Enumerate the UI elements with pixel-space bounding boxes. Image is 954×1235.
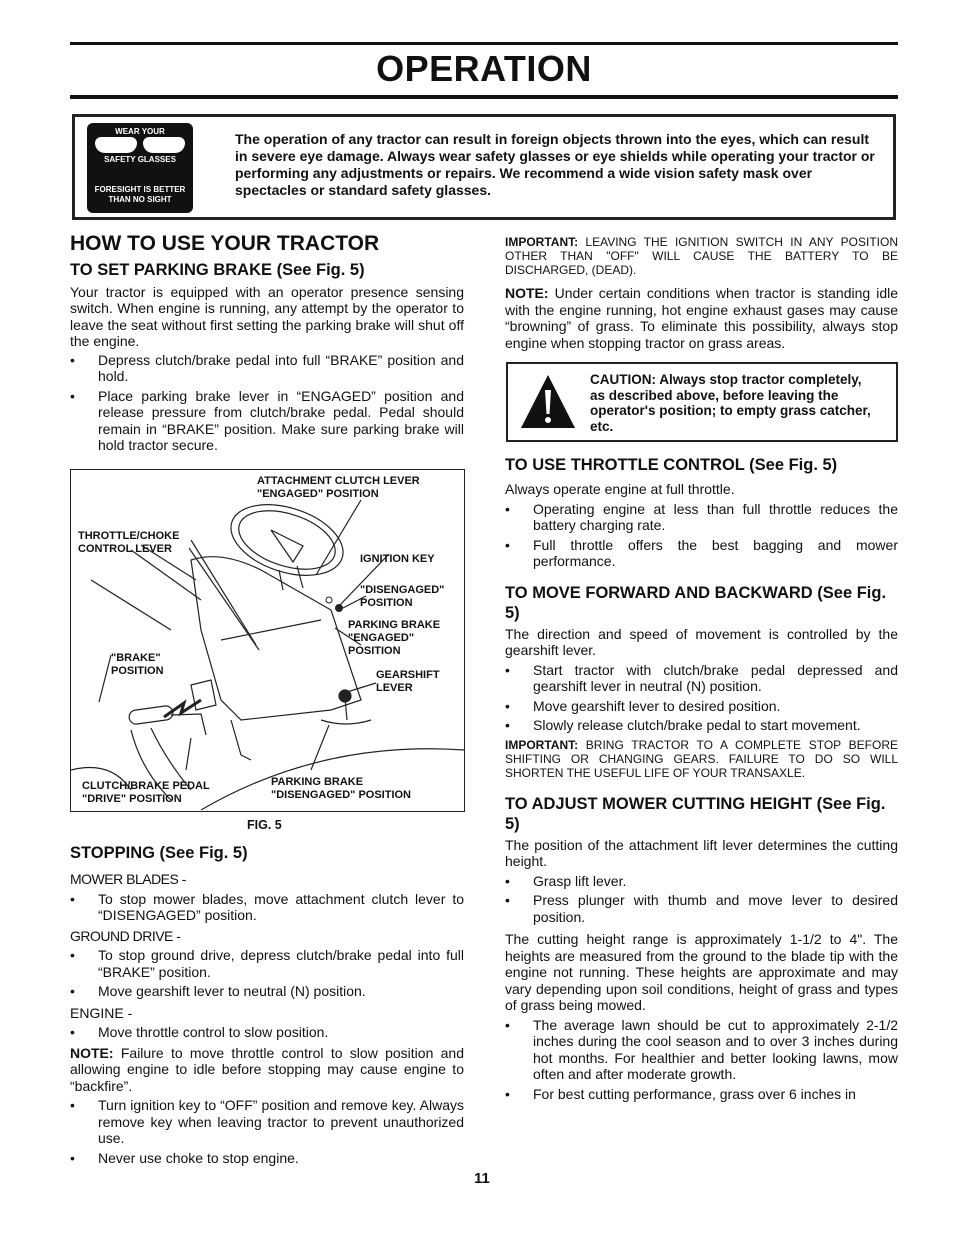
stopping-section <box>70 843 464 1166</box>
throttle-bullet: • Operating engine at less than full throttle reduces the battery charging rate. <box>505 501 898 534</box>
move-bullet: • Move gearshift lever to desired position. <box>505 698 898 715</box>
stopping-bullet: • Turn ignition key to “OFF” position and remove key. Always remove key when leaving tractor to prevent unauthorized use. <box>70 1097 464 1147</box>
badge-line4: THAN NO SIGHT <box>108 195 172 204</box>
title-rule <box>70 95 898 99</box>
label-gearshift-lever: GEARSHIFT LEVER <box>376 669 440 694</box>
note-text: Under certain conditions when tractor is standing idle with the engine running, hot engine exhaust gases may cause “browning” of grass. To eliminate this possibility, always stop engine when stopping tractor on grass areas. <box>505 285 899 351</box>
mower-blades-label: MOWER BLADES - <box>70 871 186 887</box>
throttle-heading: TO USE THROTTLE CONTROL (See Fig. 5) <box>505 456 838 474</box>
mower-heading: TO ADJUST MOWER CUTTING HEIGHT (See Fig. 5) <box>505 794 886 833</box>
mower-bullet: • The average lawn should be cut to approximately 2-1/2 inches during the cool season and to over 3 inches during hot months. For healthier and better looking lawns, mow often and after moderate growth. <box>505 1017 898 1083</box>
note-text: Failure to move throttle control to slow position and allowing engine to idle before stopping may cause engine to “backfire”. <box>70 1044 465 1094</box>
note-label: NOTE: <box>70 1044 114 1061</box>
engine-label: ENGINE - <box>70 1004 133 1021</box>
badge-line2: SAFETY GLASSES <box>104 155 176 164</box>
label-brake-position: "BRAKE" POSITION <box>111 652 164 677</box>
stopping-bullet: • Never use choke to stop engine. <box>70 1150 464 1167</box>
page-number: 11 <box>474 1170 490 1187</box>
left-lens-shape <box>95 137 137 153</box>
parking-heading: TO SET PARKING BRAKE (See Fig. 5) <box>70 260 365 279</box>
parking-intro: Your tractor is equipped with an operator presence sensing switch. When engine is running, any attempt by the operator to leave the seat without first setting the parking brake will shut off the engine. <box>70 283 464 349</box>
right-lens-shape <box>143 137 185 153</box>
right-column-top <box>505 235 898 351</box>
stopping-bullet: • Move throttle control to slow position. <box>70 1024 464 1041</box>
move-bullet: • Slowly release clutch/brake pedal to start movement. <box>505 717 898 734</box>
throttle-bullet: • Full throttle offers the best bagging and mower performance. <box>505 537 898 570</box>
warning-triangle-icon <box>518 372 578 432</box>
stopping-bullet: • Move gearshift lever to neutral (N) position. <box>70 983 464 1000</box>
mower-paragraph: The cutting height range is approximately 1-1/2 to 4". The heights are measured from the ground to the blade tip with the engine not running. These heights are approximate and may vary depending upon soil conditions, height of grass and types of grass being mowed. <box>505 931 898 1013</box>
section-heading: HOW TO USE YOUR TRACTOR <box>70 232 380 255</box>
throttle-intro: Always operate engine at full throttle. <box>505 481 735 497</box>
stopping-bullet: • To stop ground drive, depress clutch/brake pedal into full “BRAKE” position. <box>70 947 464 980</box>
important-label: IMPORTANT: <box>505 737 579 752</box>
stopping-bullet: • To stop mower blades, move attachment clutch lever to “DISENGAGED” position. <box>70 891 464 924</box>
important-text: BRING TRACTOR TO A COMPLETE STOP BEFORE SHIFTING OR CHANGING GEARS. FAILURE TO DO SO WILL SHORTEN THE USEFUL LIFE OF YOUR TRANSAXLE. <box>505 737 898 780</box>
ground-drive-label: GROUND DRIVE - <box>70 927 181 944</box>
badge-line1: WEAR YOUR <box>115 127 165 136</box>
mower-bullet: • Press plunger with thumb and move lever to desired position. <box>505 892 898 925</box>
move-intro: The direction and speed of movement is controlled by the gearshift lever. <box>505 625 898 658</box>
safety-warning-box <box>72 114 896 220</box>
important-text: LEAVING THE IGNITION SWITCH IN ANY POSITION OTHER THAN "OFF" WILL CAUSE THE BATTERY TO BE DISCHARGED, (DEAD). <box>505 235 898 277</box>
page-title: OPERATION <box>376 48 592 89</box>
label-parking-brake-disengaged: PARKING BRAKE "DISENGAGED" POSITION <box>271 776 412 801</box>
figure-caption: FIG. 5 <box>247 818 282 832</box>
label-clutch-brake-pedal: CLUTCH/BRAKE PEDAL "DRIVE" POSITION <box>82 780 210 805</box>
warning-text: The operation of any tractor can result in foreign objects thrown into the eyes, which can result in severe eye damage. Always wear safety glasses or eye shields while operating your tractor or performing any adjustments or repairs. We recommend a wide vision safety mask over spectacles or standard safety glasses. <box>235 131 875 198</box>
label-ignition-key: IGNITION KEY <box>360 553 435 565</box>
parking-bullet: • Depress clutch/brake pedal into full “BRAKE” position and hold. <box>70 352 464 385</box>
figure-5 <box>70 469 465 812</box>
mower-intro: The position of the attachment lift lever determines the cutting height. <box>505 836 898 869</box>
move-heading: TO MOVE FORWARD AND BACKWARD (See Fig. 5) <box>505 583 887 622</box>
stopping-heading: STOPPING (See Fig. 5) <box>70 844 248 862</box>
move-bullet: • Start tractor with clutch/brake pedal depressed and gearshift lever in neutral (N) position. <box>505 662 898 695</box>
mower-bullet: • For best cutting performance, grass over 6 inches in <box>505 1086 898 1103</box>
top-rule <box>70 42 898 45</box>
safety-glasses-icon <box>87 123 193 213</box>
label-parking-brake-engaged: PARKING BRAKE "ENGAGED" POSITION <box>348 619 441 657</box>
label-throttle-choke: THROTTLE/CHOKE CONTROL LEVER <box>78 530 180 555</box>
mower-bullet: • Grasp lift lever. <box>505 873 898 890</box>
parking-bullet: • Place parking brake lever in “ENGAGED” position and release pressure from clutch/brake pedal. Pedal should remain in “BRAKE” position. Make sure parking brake will hold tractor secure. <box>70 388 464 454</box>
throttle-section <box>505 455 898 1102</box>
caution-box <box>506 362 898 442</box>
badge-line3: FORESIGHT IS BETTER <box>94 185 186 194</box>
caution-text: CAUTION: Always stop tractor completely, as described above, before leaving the operator's position; to empty grass catcher, etc. <box>590 372 871 434</box>
left-column-top <box>70 232 464 454</box>
note-label: NOTE: <box>505 285 549 301</box>
important-label: IMPORTANT: <box>505 235 579 249</box>
label-attachment-clutch: ATTACHMENT CLUTCH LEVER "ENGAGED" POSITION <box>257 475 420 500</box>
label-disengaged: "DISENGAGED" POSITION <box>360 584 445 609</box>
